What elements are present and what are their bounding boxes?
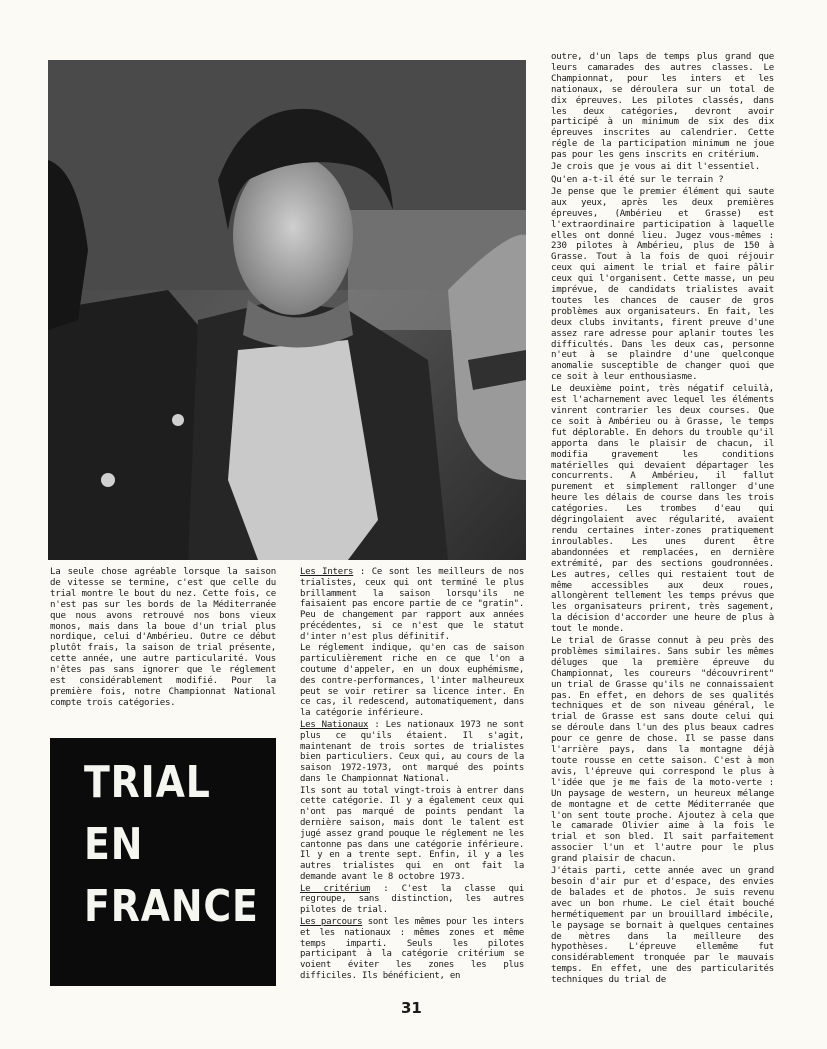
intro-paragraph: La seule chose agréable lorsque la saison de vitesse se termine, c'est que celle du trial montre le bout du nez. Cette fois, ce n'est pas sur les bords de la Méditerranée que nous avons retrouvé nos bons vieux monos, mais dans la boue d'un trial plus nordique, celui d'Ambérieu. Outre ce début plutôt frais, la saison de trial présente, cette année, une autre particularité. Vous n'êtes pas sans ignorer que le réglement est considérablement modifié. Pour la première fois, notre Championnat National compte trois catégories. — [50, 567, 276, 708]
categories-column — [300, 567, 524, 983]
nationaux-paragraph: Les Nationaux : Les nationaux 1973 ne sont plus ce qu'ils étaient. Il s'agit, maintenant de trois sortes de trialistes bien particuliers. Ceux qui, au cours de la saison 1972-1973, ont marqué des points dans le Championnat National. — [300, 719, 524, 784]
report-subheading: Qu'en a-t-il été sur le terrain ? — [551, 174, 724, 185]
report-paragraph-7: J'étais parti, cette année avec un grand besoin d'air pur et d'espace, des envies de balades et de photos. Je suis revenu avec un bon rhume. Le ciel était bouché hermétiquement par un brouillard imbécile, le paysage se bornait à quelques centaines de mètres dans la meilleure des hypothèses. L'épreuve ellemême fut considérablement tronquée par le mauvais temps. En effet, une des particularités techniques du trial de — [551, 866, 774, 986]
title-line-3: FRANCE — [84, 881, 259, 932]
article-title — [50, 738, 276, 986]
report-paragraph-6: Le trial de Grasse connut à peu près des problèmes similaires. Sans subir les mêmes déluges que la première épreuve du Championnat, les coureurs "découvrirent" un trial de Grasse qu'ils ne connaissaient pas. En effet, en dehors de ses qualités techniques et de son niveau général, le trial de Grasse est sans doute celui qui se déroule dans l'un des plus beaux cadres pour ce genre de chose. Il se passe dans l'arrière pays, dans la montagne déjà toute rousse en cette saison. C'est à mon avis, l'épreuve qui correspond le plus à l'idée que je me fais de la moto-verte : Un paysage de western, un heureux mélange de montagne et de cette Méditerranée que l'on sent toute proche. Ajoutez à cela que le camarade Olivier aime à la fois le trial et son bled. Il sait parfaitement associer l'un et l'autre pour le plus grand plaisir de chacun. — [551, 636, 774, 865]
nationaux-heading: Les Nationaux — [300, 719, 369, 730]
criterium-paragraph: Le critérium : C'est la classe qui regroupe, sans distinction, les autres pilotes de trial. — [300, 883, 524, 916]
report-paragraph-2: Je crois que je vous ai dit l'essentiel. — [551, 162, 760, 173]
nationaux-paragraph-2: Ils sont au total vingt-trois à entrer dans cette catégorie. Il y a également ceux qui n'ont pas marqué de points pendant la dernière saison, mais dont le talent est jugé assez grand pouque le réglement ne les cantonne pas dans une catégorie inférieure. Il y en a trente sept. Enfin, il y a les autres trialistes qui en ont fait la demande avant le 8 octobre 1973. — [300, 785, 524, 882]
rider-photo — [48, 60, 526, 560]
page-number: 31 — [401, 999, 422, 1017]
parcours-paragraph: Les parcours sont les mêmes pour les inters et les nationaux : mêmes zones et même temps imparti. Seuls les pilotes participant à la catégorie critérium se voient éviter les zones les plus difficiles. Ils bénéficient, en — [300, 917, 524, 981]
trial-rider-photo-icon — [48, 60, 526, 560]
report-paragraph-1: outre, d'un laps de temps plus grand que leurs camarades des autres classes. Le Championnat, pour les inters et les nationaux, se déroulera sur un total de dix épreuves. Les pilotes classés, dans les deux catégories, devront avoir participé à un minimum de six des dix épreuves inscrites au calendrier. Cette régle de la participation minimum ne joue pas pour les gens inscrits en critérium. — [551, 52, 774, 161]
inters-heading: Les Inters — [300, 567, 354, 577]
inters-paragraph: Les Inters : Ce sont les meilleurs de nos trialistes, ceux qui ont terminé le plus brillamment la saison lorsqu'ils ne faisaient pas encore partie de ce "gratin". Peu de changement par rapport aux années précédentes, si ce n'est que le statut d'inter n'est plus définitif. — [300, 567, 524, 642]
report-paragraph-4: Je pense que le premier élément qui saute aux yeux, après les deux premières épreuves, (Ambérieu et Grasse) est l'extraordinaire participation à laquelle elles ont donné lieu. Jugez vous-mêmes : 230 pilotes à Ambérieu, plus de 150 à Grasse. Tout à la fois de quoi réjouir ceux qui aiment le trial et faire pâlir ceux qui l'organisent. Cette masse, un peu imprévue, de candidats trialistes avait toutes les chances de causer de gros problèmes aux organisateurs. En fait, les deux clubs invitants, firent preuve d'une assez rare adresse pour aplanir toutes les difficultés. Dans les deux cas, personne n'eut à se plaindre d'une quelconque anomalie susceptible de changer quoi que ce soit à leur enthousiasme. — [551, 186, 774, 383]
criterium-heading: Le critérium — [300, 883, 371, 894]
inters-paragraph-2: Le réglement indique, qu'en cas de saison particulièrement riche en ce que l'on a coutume d'appeler, en un doux euphémisme, des contre-performances, l'inter malheureux peut se voir retirer sa licence inter. En ce cas, il redescend, automatiquement, dans la catégorie inférieure. — [300, 643, 524, 719]
report-paragraph-5: Le deuxième point, très négatif celuilà, est l'acharnement avec lequel les éléments vinrent contrarier les deux courses. Que ce soit à Ambérieu ou à Grasse, le temps fut déplorable. En dehors du trouble qu'il apporta dans le plaisir de chacun, il modifia gravement les conditions matérielles qui devaient départager les concurrents. A Ambérieu, il fallut purement et simplement rallonger d'une heure les délais de course dans les trois catégories. Les trombes d'eau qui dégringolaient avec régularité, avaient rendu certaines inter-zones pratiquement inroulables. Les unes durent être abandonnées et remplacées, en dernière extrémité, par des sections goudronnées. Les autres, celles qui restaient tout de même accessibles aux deux roues, allongèrent tellement les temps prévus que les organisateurs prirent, très sagement, la décision d'accorder une heure de plus à tout le monde. — [551, 384, 774, 635]
title-line-1: TRIAL — [84, 757, 211, 808]
title-line-2: EN — [84, 819, 144, 870]
report-column — [551, 52, 774, 987]
parcours-heading: Les parcours — [300, 917, 363, 927]
intro-column — [50, 567, 276, 710]
